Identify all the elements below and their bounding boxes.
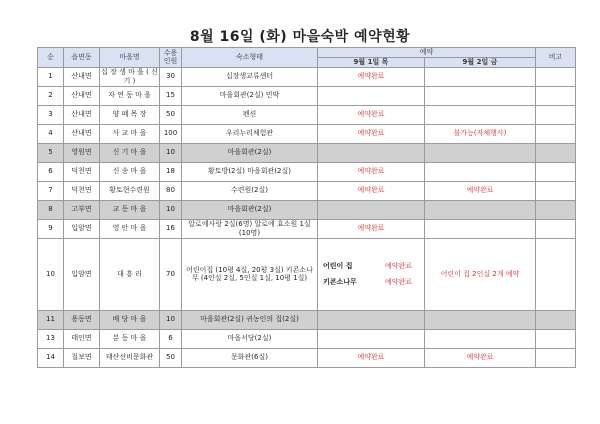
- cell-day2: [425, 329, 536, 348]
- cell-no: 11: [38, 310, 64, 329]
- cell-district: 영원면: [64, 143, 100, 162]
- cell-note: [536, 310, 576, 329]
- cell-lodging: 우리누리체험관: [182, 124, 318, 143]
- header-district: 읍면동: [64, 48, 100, 68]
- cell-village: 사 교 마 을: [100, 124, 160, 143]
- cell-capacity: 18: [160, 162, 182, 181]
- cell-capacity: 50: [160, 105, 182, 124]
- cell-village: 영 안 마 을: [100, 219, 160, 238]
- cell-day1: 예약완료: [318, 162, 425, 181]
- cell-day2: [425, 310, 536, 329]
- cell-note: [536, 143, 576, 162]
- cell-lodging: 마을서당(2실): [182, 329, 318, 348]
- cell-lodging: 마을회관(2실) 민박: [182, 86, 318, 105]
- cell-lodging: 십장생교류센터: [182, 67, 318, 86]
- table-row: [38, 124, 576, 143]
- cell-village: 자 연 동 마 을: [100, 86, 160, 105]
- cell-village: 신 송 마 을: [100, 162, 160, 181]
- cell-lodging: 마을회관(2실): [182, 143, 318, 162]
- cell-day1: 예약완료: [318, 67, 425, 86]
- cell-day1: 예약완료: [318, 124, 425, 143]
- cell-district: 덕천면: [64, 162, 100, 181]
- cell-lodging: 펜션: [182, 105, 318, 124]
- cell-day1: [318, 329, 425, 348]
- table-row: [38, 310, 576, 329]
- cell-capacity: 30: [160, 67, 182, 86]
- header-day2: 9월 2일 금: [425, 58, 536, 68]
- cell-capacity: 16: [160, 219, 182, 238]
- cell-capacity: 50: [160, 348, 182, 367]
- cell-district: 입암면: [64, 238, 100, 310]
- day1-label-a: 어린이 집: [323, 261, 353, 270]
- header-capacity: 수용 인원: [160, 48, 182, 68]
- cell-village: 십 장 생 마 을 ( 신 기 ): [101, 68, 158, 85]
- header-day1: 9월 1일 목: [318, 58, 425, 68]
- cell-no: 14: [38, 348, 64, 367]
- cell-note: [536, 348, 576, 367]
- cell-note: [536, 124, 576, 143]
- cell-village: 대 흥 리: [100, 238, 160, 310]
- cell-capacity: 80: [160, 181, 182, 200]
- cell-day2: [425, 200, 536, 219]
- day1-status-b: 예약완료: [385, 278, 413, 287]
- cell-note: [536, 219, 576, 238]
- day1-label-b: 키콘소나무: [323, 278, 357, 287]
- cell-lodging: 문화관(6실): [182, 348, 318, 367]
- cell-lodging: 알로에사랑 2실(6명) 알로에 효소원 1실(10명): [182, 219, 318, 238]
- cell-district: 고부면: [64, 200, 100, 219]
- day1-status-a: 예약완료: [385, 261, 413, 270]
- cell-village: 양 떼 목 장: [100, 105, 160, 124]
- cell-day2: [425, 105, 536, 124]
- cell-no: 6: [38, 162, 64, 181]
- table-row: [38, 348, 576, 367]
- table-row: [38, 181, 576, 200]
- cell-capacity: 10: [160, 200, 182, 219]
- cell-no: 10: [38, 238, 64, 310]
- cell-village: 태산선비문화관: [100, 348, 160, 367]
- cell-district: 태인면: [64, 329, 100, 348]
- cell-no: 13: [38, 329, 64, 348]
- cell-lodging: 어린이집 (10평 4실, 20평 3실) 키콘소나무 (4인실 2실, 5인실 1실, 10평 1실): [182, 238, 318, 310]
- cell-day2: 예약완료: [425, 348, 536, 367]
- cell-no: 4: [38, 124, 64, 143]
- cell-district: 덕천면: [64, 181, 100, 200]
- table-row: [38, 219, 576, 238]
- page-title: 8월 16일 (화) 마을숙박 예약현황: [189, 29, 411, 45]
- cell-lodging: 마을회관(2실): [182, 200, 318, 219]
- table-row: [38, 329, 576, 348]
- table-row: [38, 86, 576, 105]
- cell-no: 8: [38, 200, 64, 219]
- cell-district: 칠보면: [64, 348, 100, 367]
- header-no: 순: [38, 48, 64, 68]
- cell-day2: 불가능(자체행사): [425, 124, 536, 143]
- cell-no: 2: [38, 86, 64, 105]
- reservation-table: [37, 47, 576, 368]
- cell-village: 교 동 마 을: [100, 200, 160, 219]
- cell-village: 배 당 마 을: [100, 310, 160, 329]
- cell-day1: 예약완료: [318, 348, 425, 367]
- cell-note: [536, 181, 576, 200]
- cell-day1: 예약완료: [318, 181, 425, 200]
- cell-no: 5: [38, 143, 64, 162]
- cell-village: 분 동 마 을: [100, 329, 160, 348]
- cell-district: 산내면: [64, 86, 100, 105]
- cell-district: 산내면: [64, 124, 100, 143]
- cell-note: [536, 86, 576, 105]
- cell-note: [536, 238, 576, 310]
- header-village: 마을명: [100, 48, 160, 68]
- cell-capacity: 10: [160, 143, 182, 162]
- cell-day1: [318, 86, 425, 105]
- cell-district: 산내면: [64, 67, 100, 86]
- cell-lodging: 마을회관(2실) 귀농인의 집(2실): [182, 310, 318, 329]
- cell-note: [536, 105, 576, 124]
- cell-day2: [425, 219, 536, 238]
- header-reservation: 예약: [318, 48, 536, 58]
- cell-district: 산내면: [64, 105, 100, 124]
- cell-day1: [318, 238, 425, 310]
- cell-village: 신 기 마 을: [100, 143, 160, 162]
- cell-no: 7: [38, 181, 64, 200]
- cell-note: [536, 329, 576, 348]
- cell-capacity: 100: [160, 124, 182, 143]
- cell-lodging: 수련원(2실): [182, 181, 318, 200]
- cell-capacity: 15: [160, 86, 182, 105]
- cell-note: [536, 162, 576, 181]
- table-row: [38, 238, 576, 310]
- table-row: [38, 200, 576, 219]
- cell-district: 입암면: [64, 219, 100, 238]
- cell-no: 1: [38, 67, 64, 86]
- cell-capacity: 70: [160, 238, 182, 310]
- cell-day2: [425, 143, 536, 162]
- cell-day2: 어린이 집 2인실 2개 예약: [425, 238, 536, 310]
- cell-no: 9: [38, 219, 64, 238]
- cell-note: [536, 200, 576, 219]
- table-row: [38, 105, 576, 124]
- cell-note: [536, 67, 576, 86]
- cell-day2: 예약완료: [425, 181, 536, 200]
- table-row: [38, 143, 576, 162]
- table-row: [38, 162, 576, 181]
- cell-capacity: 10: [160, 310, 182, 329]
- cell-capacity: 6: [160, 329, 182, 348]
- cell-day1: 예약완료: [318, 219, 425, 238]
- cell-day2: [425, 162, 536, 181]
- cell-day2: [425, 86, 536, 105]
- header-note: 비고: [536, 48, 576, 68]
- cell-day2: [425, 67, 536, 86]
- cell-village: 황토현수련원: [100, 181, 160, 200]
- cell-day1: [318, 310, 425, 329]
- cell-district: 용동면: [64, 310, 100, 329]
- table-row: [38, 67, 576, 86]
- cell-day1: 예약완료: [318, 105, 425, 124]
- header-lodging: 숙소형태: [182, 48, 318, 68]
- cell-no: 3: [38, 105, 64, 124]
- cell-day1: [318, 143, 425, 162]
- cell-lodging: 황토방(2실) 마을회관(2실): [182, 162, 318, 181]
- cell-day1: [318, 200, 425, 219]
